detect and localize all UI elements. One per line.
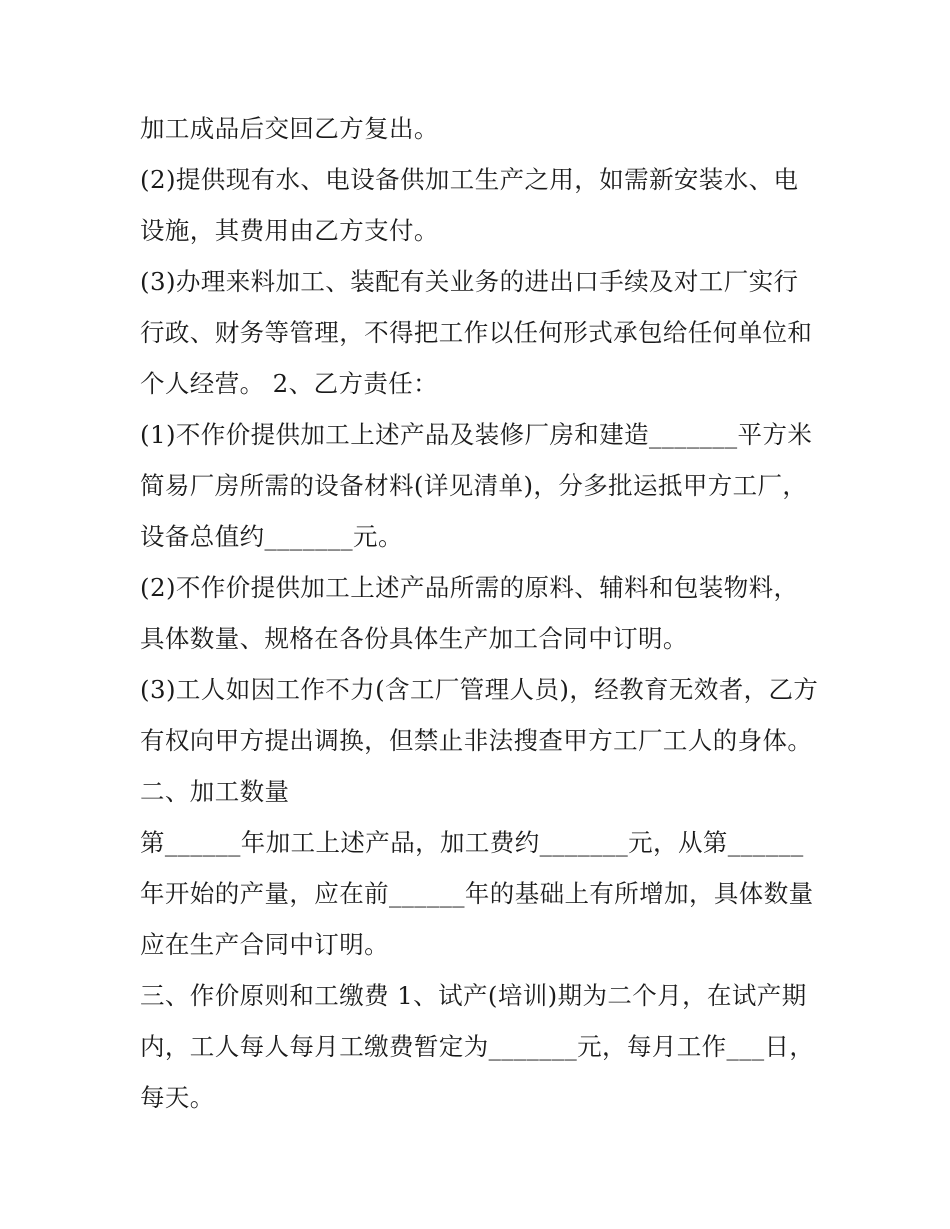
text-line: (3)办理来料加工、装配有关业务的进出口手续及对工厂实行	[140, 267, 799, 296]
section-heading: 二、加工数量	[140, 777, 290, 806]
text-line: 年开始的产量，应在前______年的基础上有所增加，具体数量	[140, 879, 814, 908]
text-line: 有权向甲方提出调换，但禁止非法搜查甲方工厂工人的身体。	[140, 726, 813, 755]
text-line: 每天。	[140, 1083, 215, 1112]
text-line: 内，工人每人每月工缴费暂定为_______元，每月工作___日，	[140, 1032, 815, 1061]
text-line: 设施，其费用由乙方支付。	[140, 216, 439, 245]
document-body	[140, 103, 840, 1123]
text-line: (1)不作价提供加工上述产品及装修厂房和建造_______平方米	[140, 420, 813, 449]
text-line: 具体数量、规格在各份具体生产加工合同中订明。	[140, 624, 688, 653]
text-line: 加工成品后交回乙方复出。	[140, 114, 439, 143]
text-line: 第______年加工上述产品，加工费约_______元，从第______	[140, 828, 804, 857]
text-line: 三、作价原则和工缴费 1、试产(培训)期为二个月，在试产期	[140, 981, 807, 1010]
text-line: 设备总值约_______元。	[140, 522, 403, 551]
text-line: (2)不作价提供加工上述产品所需的原料、辅料和包装物料，	[140, 573, 799, 602]
text-line: 应在生产合同中订明。	[140, 930, 389, 959]
text-line: 简易厂房所需的设备材料(详见清单)，分多批运抵甲方工厂，	[140, 471, 808, 500]
text-line: 行政、财务等管理，不得把工作以任何形式承包给任何单位和	[140, 318, 813, 347]
text-line: 个人经营。 2、乙方责任：	[140, 369, 439, 398]
text-line: (2)提供现有水、电设备供加工生产之用，如需新安装水、电	[140, 165, 799, 194]
text-line: (3)工人如因工作不力(含工厂管理人员)，经教育无效者，乙方	[140, 675, 819, 704]
